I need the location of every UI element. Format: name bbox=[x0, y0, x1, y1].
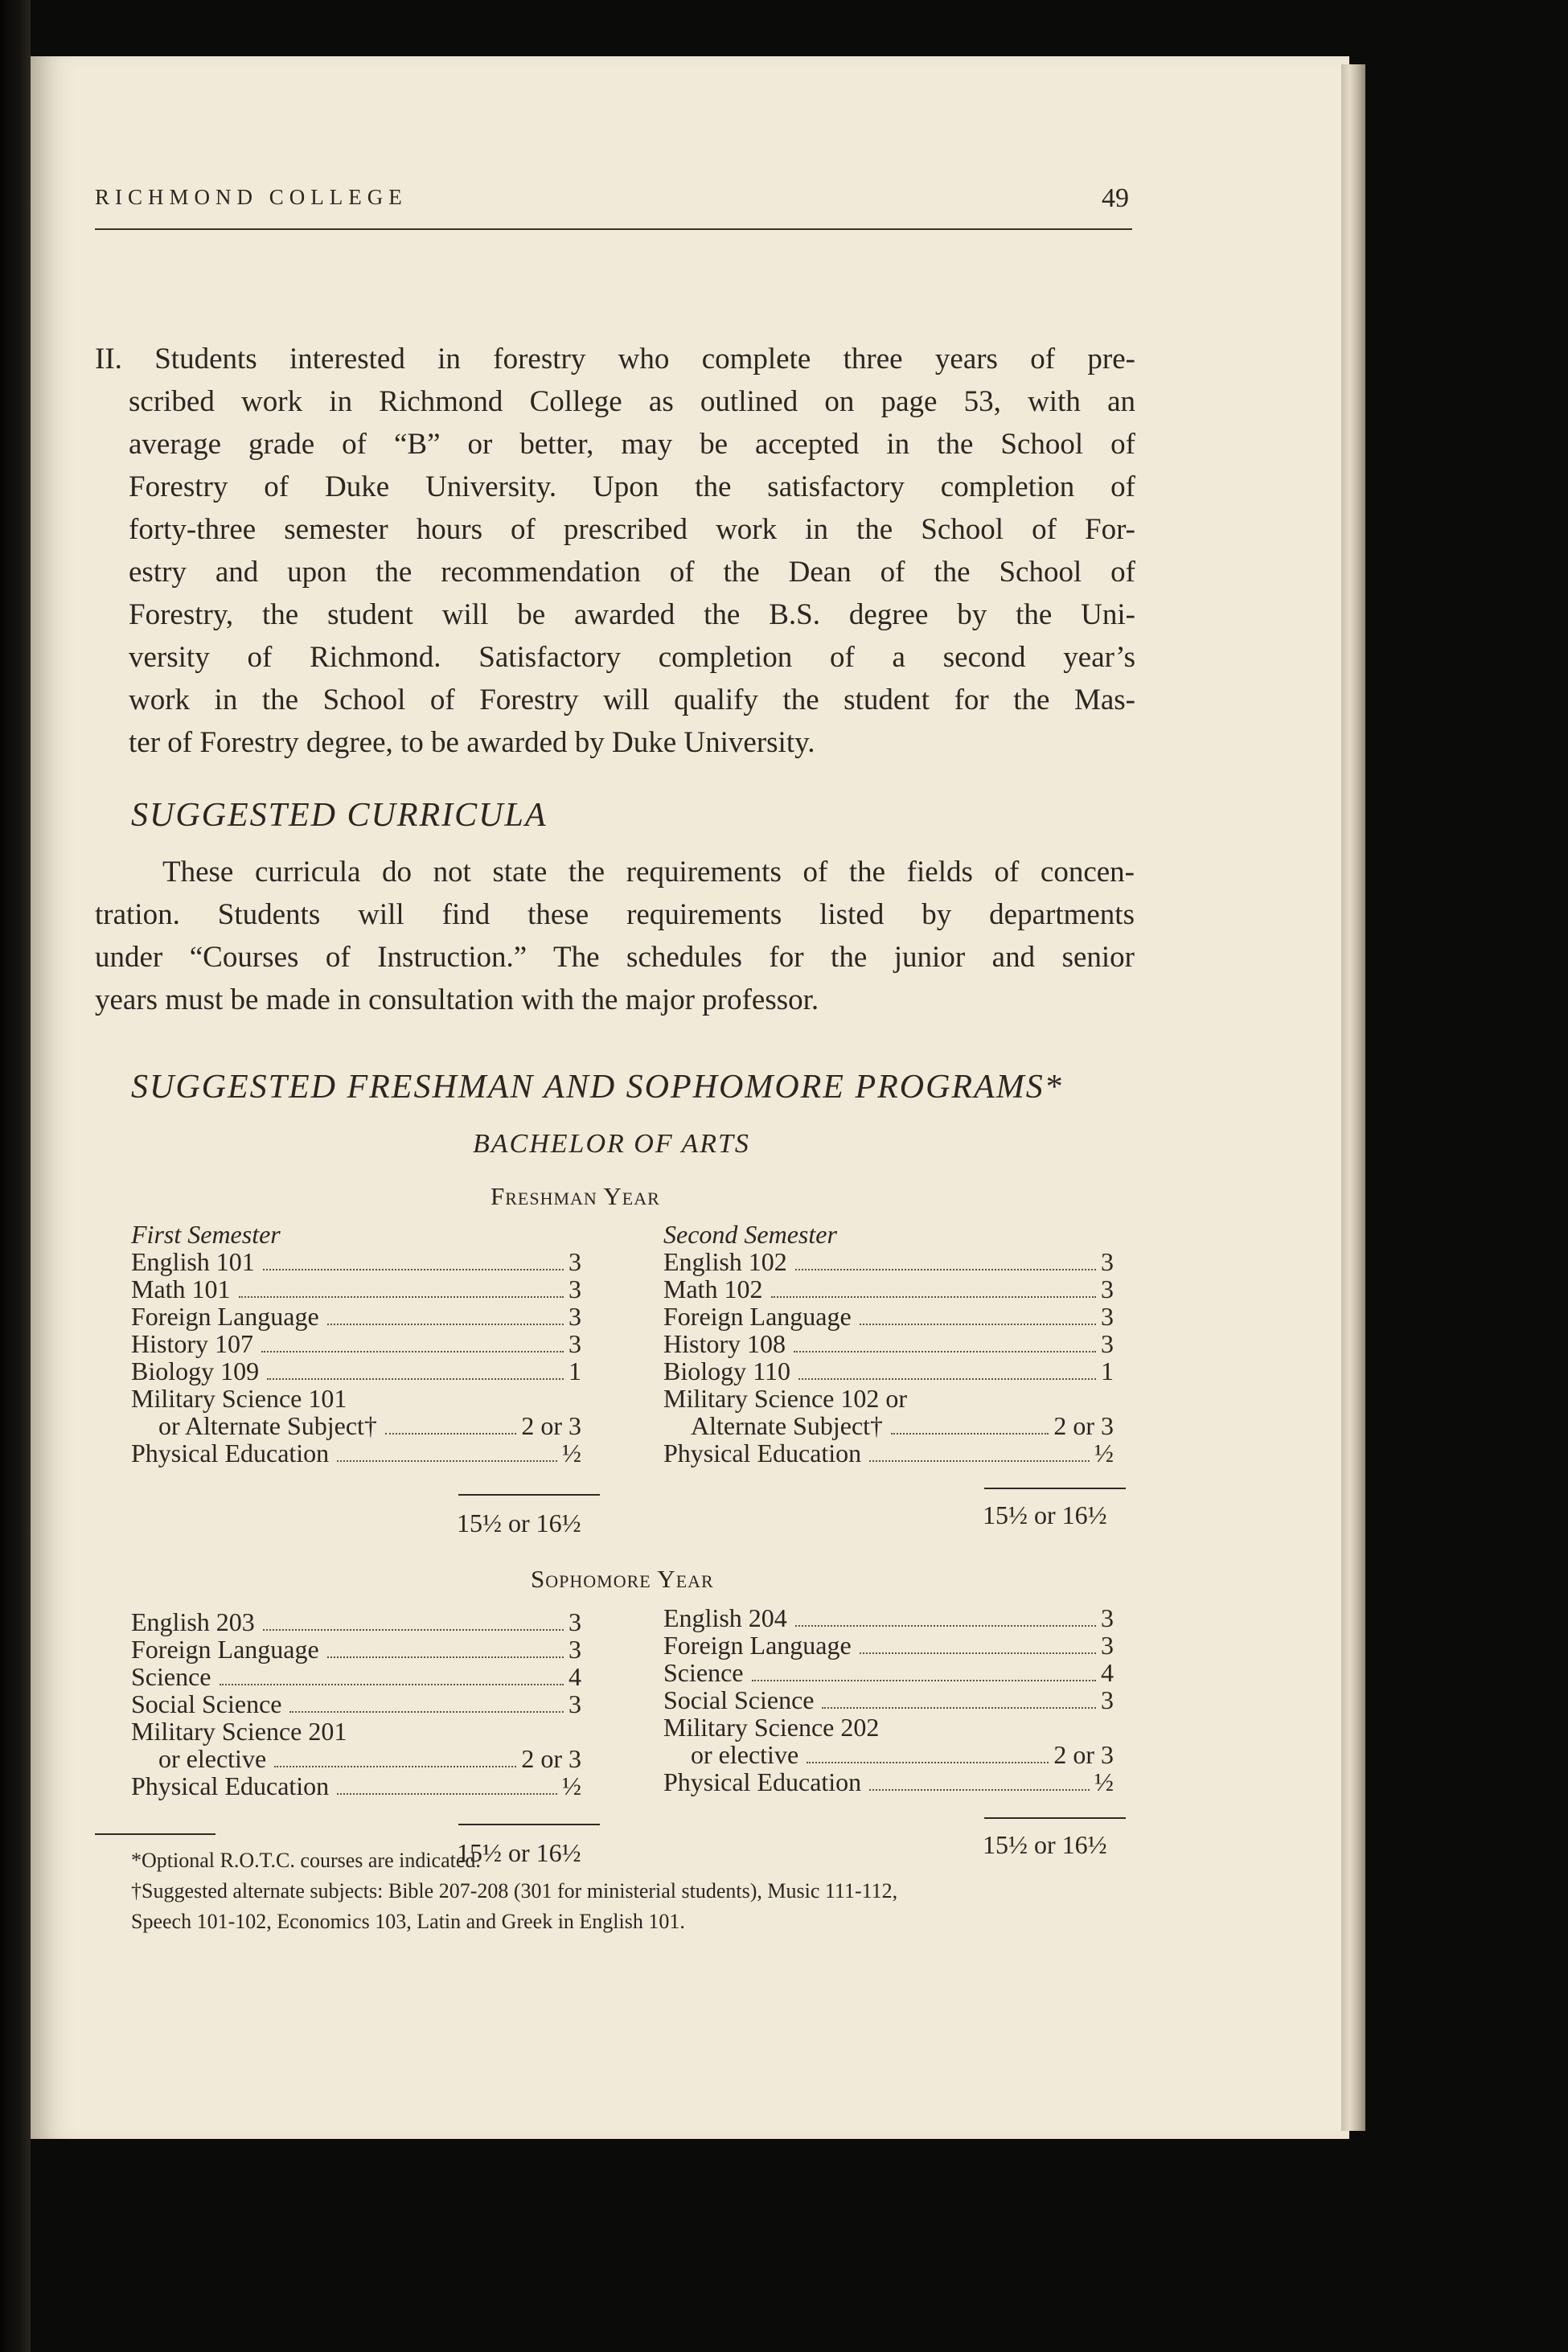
course-row bbox=[663, 1248, 1114, 1275]
semester-total: 15½ or 16½ bbox=[457, 1838, 581, 1867]
book-spine-shadow bbox=[0, 0, 31, 2352]
degree-heading: BACHELOR OF ARTS bbox=[473, 1129, 750, 1159]
course-hours: 1 bbox=[569, 1357, 581, 1385]
footnote-rule bbox=[95, 1833, 215, 1835]
total-rule bbox=[458, 1494, 600, 1496]
course-row bbox=[131, 1772, 581, 1800]
course-name: Physical Education bbox=[663, 1767, 862, 1796]
section-heading-programs: SUGGESTED FRESHMAN AND SOPHOMORE PROGRAMS* bbox=[131, 1069, 1063, 1106]
dot-leader bbox=[771, 1296, 1096, 1298]
course-name: Foreign Language bbox=[131, 1302, 319, 1331]
course-row bbox=[131, 1663, 581, 1690]
dot-leader bbox=[869, 1789, 1090, 1791]
course-row bbox=[131, 1439, 581, 1467]
course-name: English 203 bbox=[131, 1607, 255, 1636]
paragraph-line: forty-three semester hours of prescribed work in the School of For- bbox=[129, 513, 1135, 546]
total-rule bbox=[984, 1817, 1126, 1819]
course-name: Physical Education bbox=[131, 1439, 330, 1467]
course-hours: 3 bbox=[569, 1607, 581, 1636]
course-row bbox=[663, 1659, 1114, 1686]
dot-leader bbox=[822, 1707, 1096, 1709]
course-hours: ½ bbox=[1094, 1439, 1114, 1467]
course-row bbox=[663, 1686, 1114, 1714]
dot-leader bbox=[860, 1324, 1096, 1325]
paragraph-line: average grade of “B” or better, may be accepted in the School of bbox=[129, 428, 1135, 461]
dot-leader bbox=[869, 1460, 1090, 1462]
course-name: English 102 bbox=[663, 1247, 787, 1276]
course-hours: 4 bbox=[1101, 1658, 1114, 1687]
course-row bbox=[131, 1385, 581, 1412]
course-row bbox=[131, 1330, 581, 1357]
course-row bbox=[663, 1604, 1114, 1632]
course-hours: 3 bbox=[1101, 1631, 1114, 1660]
course-hours: 3 bbox=[1101, 1275, 1114, 1303]
course-name: Military Science 102 or bbox=[663, 1384, 908, 1413]
course-hours: 2 or 3 bbox=[521, 1411, 581, 1440]
forestry-paragraph bbox=[95, 338, 1135, 764]
freshman-year-heading: Freshman Year bbox=[491, 1182, 660, 1210]
course-hours: 2 or 3 bbox=[1053, 1411, 1114, 1440]
total-rule bbox=[458, 1824, 600, 1825]
dot-leader bbox=[798, 1378, 1096, 1380]
course-row bbox=[131, 1636, 581, 1663]
course-hours: 1 bbox=[1101, 1357, 1114, 1385]
course-hours: 3 bbox=[569, 1275, 581, 1303]
dot-leader bbox=[239, 1296, 564, 1298]
paragraph-line: scribed work in Richmond College as outlined on page 53, with an bbox=[129, 385, 1135, 418]
dot-leader bbox=[795, 1625, 1096, 1627]
paragraph-line: ter of Forestry degree, to be awarded by Duke University. bbox=[129, 726, 815, 759]
course-hours: 3 bbox=[569, 1635, 581, 1664]
course-hours: 3 bbox=[569, 1302, 581, 1331]
course-hours: 3 bbox=[1101, 1302, 1114, 1331]
paragraph-line: These curricula do not state the requirements of the fields of concen- bbox=[162, 856, 1135, 889]
page-number: 49 bbox=[1102, 183, 1129, 213]
sophomore-year-heading: Sophomore Year bbox=[531, 1565, 714, 1593]
course-name: or elective bbox=[158, 1744, 267, 1773]
paragraph-line: Forestry, the student will be awarded the B.S. degree by the Uni- bbox=[129, 598, 1135, 631]
course-hours: 3 bbox=[1101, 1329, 1114, 1358]
course-name: English 204 bbox=[663, 1603, 787, 1632]
course-name: Foreign Language bbox=[663, 1631, 852, 1660]
course-hours: 3 bbox=[1101, 1685, 1114, 1714]
course-row bbox=[131, 1248, 581, 1275]
course-name: Social Science bbox=[663, 1685, 815, 1714]
course-name: Science bbox=[663, 1658, 744, 1687]
course-hours: ½ bbox=[562, 1439, 581, 1467]
course-name: Military Science 201 bbox=[131, 1717, 347, 1746]
course-name: or Alternate Subject† bbox=[158, 1411, 377, 1440]
footnote-alternate-subjects: †Suggested alternate subjects: Bible 207-208 (301 for ministerial students), Music 111-112, bbox=[131, 1879, 898, 1903]
dot-leader bbox=[261, 1351, 564, 1353]
course-name: English 101 bbox=[131, 1247, 255, 1276]
header-rule bbox=[95, 228, 1132, 230]
course-name: Military Science 101 bbox=[131, 1384, 347, 1413]
course-row bbox=[663, 1439, 1114, 1467]
course-name: Biology 110 bbox=[663, 1357, 790, 1385]
course-name: Foreign Language bbox=[131, 1635, 319, 1664]
course-name: Foreign Language bbox=[663, 1302, 852, 1331]
dot-leader bbox=[263, 1629, 564, 1631]
dot-leader bbox=[327, 1656, 564, 1658]
course-hours: 3 bbox=[569, 1247, 581, 1276]
course-row bbox=[131, 1745, 581, 1772]
course-row bbox=[663, 1632, 1114, 1659]
course-hours: 3 bbox=[1101, 1603, 1114, 1632]
freshman-second-semester bbox=[663, 1221, 1114, 1467]
course-name: Social Science bbox=[131, 1689, 282, 1718]
sophomore-second-semester bbox=[663, 1604, 1114, 1796]
course-hours: 2 or 3 bbox=[1053, 1740, 1114, 1769]
course-row bbox=[663, 1714, 1114, 1741]
dot-leader bbox=[263, 1269, 564, 1270]
course-row bbox=[131, 1608, 581, 1636]
course-name: Math 101 bbox=[131, 1275, 231, 1303]
paragraph-line: work in the School of Forestry will qualify the student for the Mas- bbox=[129, 683, 1135, 716]
paragraph-line: under “Courses of Instruction.” The schedules for the junior and senior bbox=[95, 941, 1135, 974]
dot-leader bbox=[337, 1793, 557, 1795]
course-row bbox=[131, 1275, 581, 1303]
course-hours: 3 bbox=[569, 1689, 581, 1718]
course-hours: 3 bbox=[1101, 1247, 1114, 1276]
curricula-paragraph bbox=[95, 851, 1135, 1021]
course-name: Math 102 bbox=[663, 1275, 763, 1303]
paragraph-line: years must be made in consultation with the major professor. bbox=[95, 983, 819, 1016]
course-hours: ½ bbox=[1094, 1767, 1114, 1796]
course-row bbox=[663, 1275, 1114, 1303]
paragraph-line: Forestry of Duke University. Upon the satisfactory completion of bbox=[129, 470, 1135, 503]
running-header: RICHMOND COLLEGE bbox=[95, 185, 408, 209]
course-row bbox=[663, 1385, 1114, 1412]
course-row bbox=[663, 1357, 1114, 1385]
course-name: History 108 bbox=[663, 1329, 786, 1358]
dot-leader bbox=[752, 1680, 1097, 1681]
course-hours: 3 bbox=[569, 1329, 581, 1358]
total-rule bbox=[984, 1488, 1126, 1489]
course-row bbox=[131, 1357, 581, 1385]
semester-total: 15½ or 16½ bbox=[983, 1830, 1107, 1859]
dot-leader bbox=[267, 1378, 564, 1380]
course-row bbox=[663, 1330, 1114, 1357]
course-name: Physical Education bbox=[131, 1771, 330, 1800]
paragraph-line: estry and upon the recommendation of the Dean of the School of bbox=[129, 556, 1135, 589]
course-row bbox=[131, 1412, 581, 1439]
course-row bbox=[131, 1303, 581, 1330]
course-row bbox=[663, 1741, 1114, 1768]
dot-leader bbox=[289, 1711, 564, 1713]
course-hours: 2 or 3 bbox=[521, 1744, 581, 1773]
course-name: Military Science 202 bbox=[663, 1713, 880, 1742]
course-row bbox=[131, 1718, 581, 1745]
footnote-rotc: *Optional R.O.T.C. courses are indicated. bbox=[131, 1849, 481, 1872]
dot-leader bbox=[795, 1269, 1096, 1270]
course-row bbox=[131, 1690, 581, 1718]
course-row bbox=[663, 1303, 1114, 1330]
dot-leader bbox=[891, 1433, 1049, 1435]
course-name: Science bbox=[131, 1662, 211, 1691]
footnote-alternate-subjects-cont: Speech 101-102, Economics 103, Latin and Greek in English 101. bbox=[131, 1910, 685, 1933]
freshman-first-semester bbox=[131, 1221, 581, 1467]
course-name: Alternate Subject† bbox=[691, 1411, 884, 1440]
dot-leader bbox=[794, 1351, 1096, 1353]
sophomore-first-semester bbox=[131, 1608, 581, 1800]
section-heading-curricula: SUGGESTED CURRICULA bbox=[131, 797, 548, 834]
course-row bbox=[663, 1412, 1114, 1439]
dot-leader bbox=[327, 1324, 564, 1325]
semester-total: 15½ or 16½ bbox=[457, 1508, 581, 1537]
course-hours: 4 bbox=[569, 1662, 581, 1691]
dot-leader bbox=[860, 1652, 1096, 1654]
course-row bbox=[663, 1768, 1114, 1796]
page-edge bbox=[1341, 64, 1365, 2131]
semester-heading: Second Semester bbox=[663, 1220, 837, 1249]
semester-heading: First Semester bbox=[131, 1220, 281, 1249]
course-name: History 107 bbox=[131, 1329, 253, 1358]
paragraph-line: tration. Students will find these requirements listed by departments bbox=[95, 898, 1135, 931]
dot-leader bbox=[807, 1762, 1049, 1763]
course-name: Biology 109 bbox=[131, 1357, 260, 1385]
course-name: Physical Education bbox=[663, 1439, 862, 1467]
course-hours: ½ bbox=[562, 1771, 581, 1800]
dot-leader bbox=[220, 1684, 564, 1685]
semester-total: 15½ or 16½ bbox=[983, 1500, 1107, 1529]
dot-leader bbox=[385, 1433, 516, 1435]
paragraph-line: II. Students interested in forestry who complete three years of pre- bbox=[95, 343, 1135, 376]
dot-leader bbox=[337, 1460, 557, 1462]
course-name: or elective bbox=[691, 1740, 799, 1769]
dot-leader bbox=[274, 1766, 516, 1767]
paragraph-line: versity of Richmond. Satisfactory completion of a second year’s bbox=[129, 641, 1135, 674]
